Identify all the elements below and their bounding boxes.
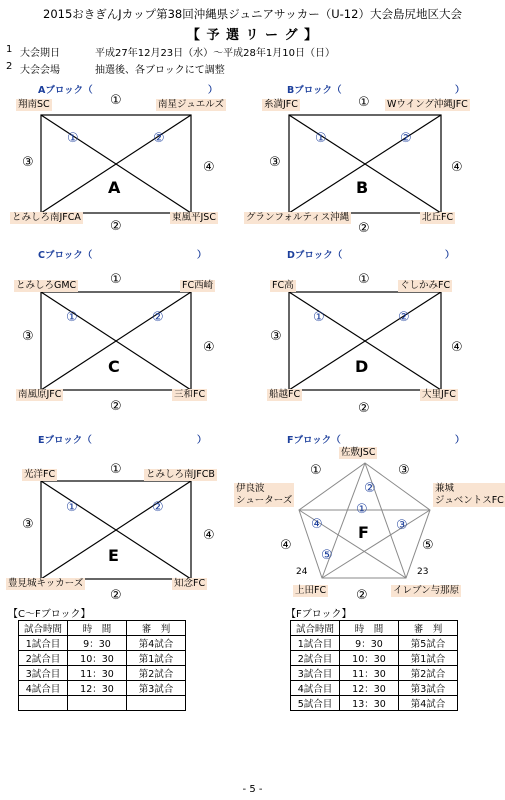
block-c-team-br: 三和FC <box>174 389 206 400</box>
block-a-team-tl: 翔南SC <box>18 99 50 110</box>
block-f-letter: F <box>358 523 369 542</box>
block-e-header-close: ） <box>197 435 207 446</box>
table-cell: 第3試合 <box>399 681 458 696</box>
block-c-header: Cブロック（ <box>38 250 93 261</box>
block-c-match-2-bottom: ② <box>110 399 122 414</box>
table-cell: 第4試合 <box>399 696 458 711</box>
table-cell: 第1試合 <box>127 651 186 666</box>
block-c-match-4: ④ <box>203 340 215 355</box>
block-f-team-right: 兼城 ジュベントスFC <box>435 483 504 506</box>
block-c-team-tl: とみしろGMC <box>16 280 77 291</box>
block-e-match-2-bottom: ② <box>110 588 122 603</box>
table-cell: 1試合目 <box>19 636 68 651</box>
block-f-team-top: 佐敷JSC <box>341 447 376 458</box>
table-cell: 4試合目 <box>19 681 68 696</box>
table-cell <box>127 696 186 711</box>
block-d-team-br: 大里JFC <box>422 389 456 400</box>
table-row <box>291 636 458 651</box>
block-f-note-right: 23 <box>417 567 429 577</box>
block-a-team-tr: 南星ジュエルズ <box>158 99 225 110</box>
table-header-cell: 審 判 <box>399 621 458 636</box>
table-cell: 12：30 <box>68 681 127 696</box>
table-row <box>291 696 458 711</box>
table-cell: 第5試合 <box>399 636 458 651</box>
block-e-match-1-inner: ① <box>66 500 78 515</box>
table-row <box>291 651 458 666</box>
block-c-match-1-top: ① <box>110 272 122 287</box>
table-cell: 3試合目 <box>291 666 340 681</box>
block-d-match-4: ④ <box>451 340 463 355</box>
block-f-team-br: イレブン与那原 <box>393 585 460 596</box>
block-b-team-bl: グランフォルティス沖縄 <box>246 212 350 223</box>
table-cell: 第4試合 <box>127 636 186 651</box>
table-cell: 2試合目 <box>291 651 340 666</box>
block-a-header-close: ） <box>208 85 218 96</box>
block-d-letter: D <box>355 357 369 376</box>
block-e-team-bl: 豊見城キッカーズ <box>8 578 84 589</box>
document-subtitle: 【 予 選 リ ー グ 】 <box>186 28 319 43</box>
info-no-2: 2 <box>6 61 13 72</box>
table-cell: 1試合目 <box>291 636 340 651</box>
table-header-cell: 審 判 <box>127 621 186 636</box>
table-cell: 第2試合 <box>127 666 186 681</box>
block-b-match-1-top: ① <box>358 95 370 110</box>
table-cell: 11：30 <box>68 666 127 681</box>
block-f-match-5-inner: ⑤ <box>321 548 333 563</box>
info-label-date: 大会期日 <box>20 48 60 59</box>
table-cell <box>68 696 127 711</box>
table-f-heading: 【Fブロック】 <box>286 609 352 620</box>
block-e-header: Eブロック（ <box>38 435 92 446</box>
block-a-letter: A <box>108 178 121 197</box>
table-cell: 9：30 <box>340 636 399 651</box>
block-e-match-4: ④ <box>203 528 215 543</box>
block-a-team-br: 東風平JSC <box>172 212 216 223</box>
block-b-match-3: ③ <box>269 155 281 170</box>
block-e-match-2-inner: ② <box>152 500 164 515</box>
block-b-match-2-inner: ② <box>400 131 412 146</box>
block-d-team-bl: 船越FC <box>269 389 301 400</box>
block-e-match-1-top: ① <box>110 462 122 477</box>
block-d-team-tr: ぐしかみFC <box>400 280 451 291</box>
table-header-cell: 試合時間 <box>19 621 68 636</box>
block-e-team-br: 知念FC <box>174 578 206 589</box>
block-b-team-tr: Wウイング沖縄JFC <box>387 99 468 110</box>
table-f <box>290 620 458 711</box>
table-cell <box>19 696 68 711</box>
table-cell: 3試合目 <box>19 666 68 681</box>
block-d-header-close: ） <box>445 250 455 261</box>
table-cell: 2試合目 <box>19 651 68 666</box>
block-f-match-1-outer: ① <box>310 463 322 478</box>
block-e-team-tr: とみしろ南JFCB <box>146 469 215 480</box>
block-a-header: Aブロック（ <box>38 85 93 96</box>
info-no-1: 1 <box>6 44 13 55</box>
block-c-team-tr: FC西崎 <box>182 280 214 291</box>
block-b-match-4: ④ <box>451 160 463 175</box>
block-f-match-2-inner: ② <box>364 481 376 496</box>
table-cell: 12：30 <box>340 681 399 696</box>
block-e-team-tl: 光洋FC <box>24 469 56 480</box>
block-b-team-br: 北丘FC <box>422 212 454 223</box>
block-b-letter: B <box>356 178 369 197</box>
block-a-match-1-inner: ① <box>67 131 79 146</box>
block-a-match-4: ④ <box>203 160 215 175</box>
table-header-cell: 時 間 <box>68 621 127 636</box>
table-row <box>291 666 458 681</box>
info-value-venue: 抽選後、各ブロックにて調整 <box>95 65 225 76</box>
table-cell: 13：30 <box>340 696 399 711</box>
table-header-cell: 試合時間 <box>291 621 340 636</box>
block-f-note-left: 24 <box>296 567 308 577</box>
block-f-match-4-inner: ④ <box>311 517 323 532</box>
table-row <box>19 666 186 681</box>
block-e-match-3: ③ <box>22 517 34 532</box>
block-c-match-2-inner: ② <box>152 310 164 325</box>
table-row <box>19 621 186 636</box>
table-row <box>291 621 458 636</box>
block-f-match-3-inner: ③ <box>396 518 408 533</box>
block-d-match-2-inner: ② <box>398 310 410 325</box>
table-cf <box>18 620 186 711</box>
block-e-letter: E <box>108 546 119 565</box>
block-a-team-bl: とみしろ南JFCA <box>12 212 81 223</box>
block-f-header: Fブロック（ <box>287 435 341 446</box>
table-row <box>19 651 186 666</box>
block-d-match-3: ③ <box>270 329 282 344</box>
table-cell: 9：30 <box>68 636 127 651</box>
block-c-match-1-inner: ① <box>66 310 78 325</box>
table-cell: 5試合目 <box>291 696 340 711</box>
block-f-match-4-outer: ④ <box>280 538 292 553</box>
block-c-letter: C <box>108 357 120 376</box>
table-cell: 第1試合 <box>399 651 458 666</box>
table-cell: 4試合目 <box>291 681 340 696</box>
block-d-team-tl: FC高 <box>272 280 294 291</box>
block-f-team-left: 伊良波 シューターズ <box>236 483 293 506</box>
table-header-cell: 時 間 <box>340 621 399 636</box>
block-a-match-2-bottom: ② <box>110 219 122 234</box>
block-c-team-bl: 南風原JFC <box>18 389 62 400</box>
info-value-date: 平成27年12月23日（水）～平成28年1月10日（日） <box>95 48 335 59</box>
block-d-match-1-top: ① <box>358 272 370 287</box>
block-f-header-close: ） <box>455 435 465 446</box>
table-cell: 10：30 <box>68 651 127 666</box>
block-f-team-bl: 上田FC <box>295 585 327 596</box>
block-b-match-1-inner: ① <box>315 131 327 146</box>
block-b-match-2-bottom: ② <box>358 221 370 236</box>
table-cf-heading: 【C～Fブロック】 <box>8 609 91 620</box>
block-a-match-3: ③ <box>22 155 34 170</box>
info-label-venue: 大会会場 <box>20 65 60 76</box>
block-a-match-1-top: ① <box>110 93 122 108</box>
block-b-team-tl: 糸満JFC <box>264 99 298 110</box>
table-cell: 第3試合 <box>127 681 186 696</box>
block-d-match-1-inner: ① <box>313 310 325 325</box>
block-c-header-close: ） <box>197 250 207 261</box>
table-cell: 第2試合 <box>399 666 458 681</box>
block-a-match-2-inner: ② <box>153 131 165 146</box>
block-f-match-5-outer: ⑤ <box>422 538 434 553</box>
page-number: - 5 - <box>242 784 263 795</box>
table-row <box>291 681 458 696</box>
document-title: 2015おきぎんJカップ第38回沖縄県ジュニアサッカー（U-12）大会島尻地区大会 <box>43 7 462 21</box>
table-row <box>19 636 186 651</box>
table-row <box>19 681 186 696</box>
block-b-header-close: ） <box>455 85 465 96</box>
block-d-header: Dブロック（ <box>287 250 343 261</box>
block-c-match-3: ③ <box>22 329 34 344</box>
table-cell: 11：30 <box>340 666 399 681</box>
table-cell: 10：30 <box>340 651 399 666</box>
table-row <box>19 696 186 711</box>
block-d-match-2-bottom: ② <box>358 401 370 416</box>
block-f-match-3-outer: ③ <box>398 463 410 478</box>
block-b-header: Bブロック（ <box>287 85 342 96</box>
block-f-match-1-inner: ① <box>356 502 368 517</box>
block-f-match-2-outer: ② <box>356 588 368 603</box>
